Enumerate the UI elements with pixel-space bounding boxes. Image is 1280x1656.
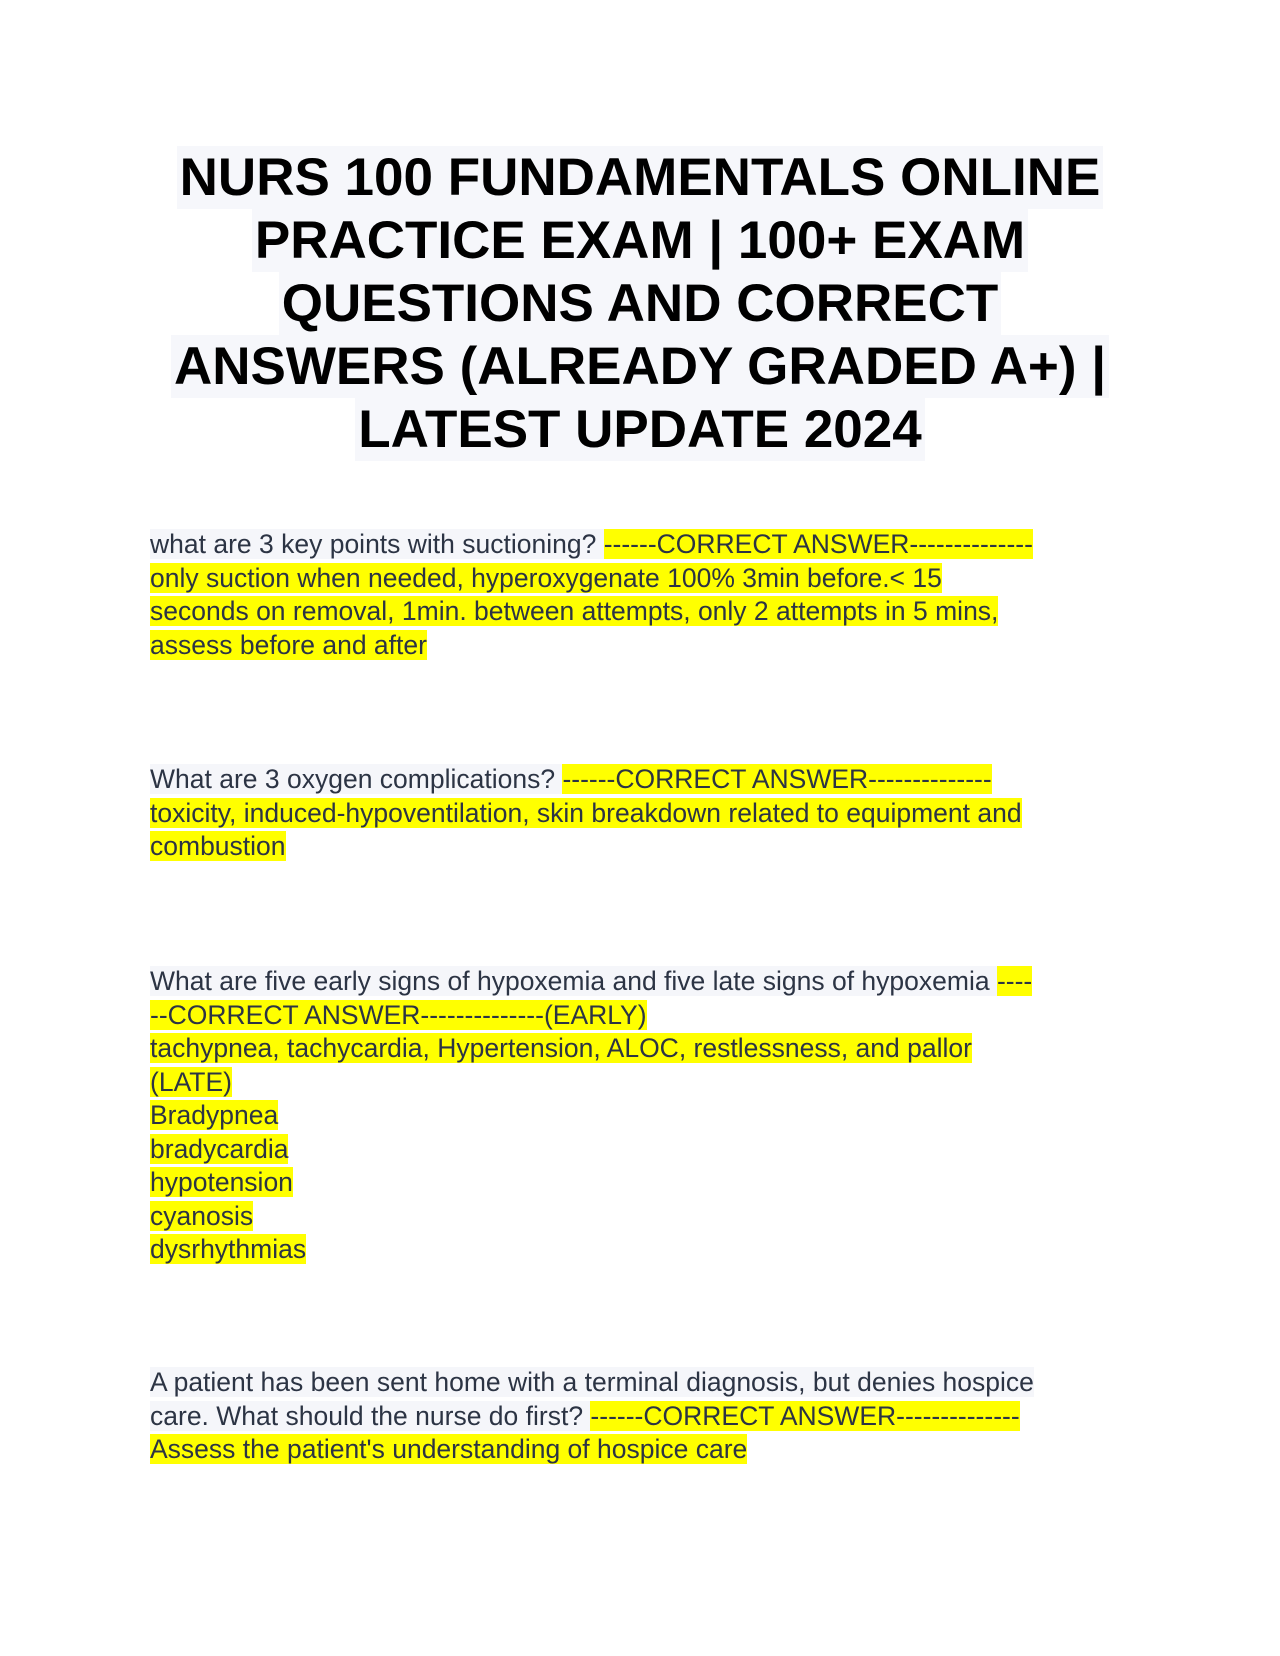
answer-highlight: assess before and after: [150, 629, 427, 660]
answer-highlight: bradycardia: [150, 1133, 289, 1164]
answer-highlight: Assess the patient's understanding of hospice care: [150, 1434, 748, 1464]
answer-highlight: only suction when needed, hyperoxygenate 100% 3min before.< 15: [150, 562, 942, 593]
title-line: NURS 100 FUNDAMENTALS ONLINE: [177, 146, 1104, 209]
qa-line: [150, 1166, 1150, 1200]
answer-highlight: dysrhythmias: [150, 1234, 307, 1264]
qa-line: [150, 595, 1150, 629]
qa-item-oxygen-complications: [150, 763, 1150, 864]
answer-highlight: combustion: [150, 831, 286, 861]
answer-highlight: hypotension: [150, 1167, 293, 1197]
question-text: what are 3 key points with suctioning?: [150, 529, 604, 559]
qa-line: [150, 1099, 1150, 1133]
answer-highlight: tachypnea, tachycardia, Hypertension, ALOC, restlessness, and pallor: [150, 1033, 972, 1063]
qa-line: [150, 999, 1150, 1033]
qa-line: [150, 830, 1150, 864]
title-line: PRACTICE EXAM | 100+ EXAM: [252, 209, 1028, 272]
qa-line: [150, 1400, 1150, 1434]
qa-line: [150, 1032, 1150, 1066]
qa-line: [150, 1200, 1150, 1234]
qa-line: [150, 797, 1150, 831]
title-line: LATEST UPDATE 2024: [355, 398, 925, 461]
answer-highlight: toxicity, induced-hypoventilation, skin breakdown related to equipment and: [150, 797, 1022, 828]
document-title: [140, 146, 1140, 461]
answer-highlight: ------CORRECT ANSWER--------------: [603, 529, 1033, 559]
qa-line: [150, 1066, 1150, 1100]
qa-line: [150, 1366, 1150, 1400]
qa-line: [150, 763, 1150, 797]
question-text: A patient has been sent home with a terminal diagnosis, but denies hospice: [150, 1367, 1034, 1397]
qa-line: [150, 1233, 1150, 1267]
answer-highlight: Bradypnea: [150, 1100, 279, 1130]
title-line: ANSWERS (ALREADY GRADED A+) |: [171, 335, 1109, 398]
qa-item-hospice-care: [150, 1366, 1150, 1467]
qa-line: [150, 1433, 1150, 1467]
qa-line: [150, 629, 1150, 663]
qa-item-suctioning: [150, 528, 1150, 662]
answer-highlight: (LATE): [150, 1066, 232, 1097]
qa-line: [150, 528, 1150, 562]
question-text: care. What should the nurse do first?: [150, 1400, 591, 1431]
qa-item-hypoxemia-signs: [150, 965, 1150, 1267]
qa-line: [150, 1133, 1150, 1167]
qa-line: [150, 965, 1150, 999]
answer-highlight: seconds on removal, 1min. between attempts, only 2 attempts in 5 mins,: [150, 596, 999, 626]
question-text: What are five early signs of hypoxemia and five late signs of hypoxemia: [150, 966, 997, 996]
title-line: QUESTIONS AND CORRECT: [279, 272, 1002, 335]
answer-highlight: ----: [996, 966, 1033, 996]
answer-highlight: ------CORRECT ANSWER--------------: [590, 1400, 1020, 1431]
answer-highlight: --CORRECT ANSWER--------------(EARLY): [150, 999, 647, 1030]
answer-highlight: cyanosis: [150, 1200, 254, 1231]
answer-highlight: ------CORRECT ANSWER--------------: [562, 764, 992, 794]
qa-line: [150, 562, 1150, 596]
question-text: What are 3 oxygen complications?: [150, 764, 563, 794]
